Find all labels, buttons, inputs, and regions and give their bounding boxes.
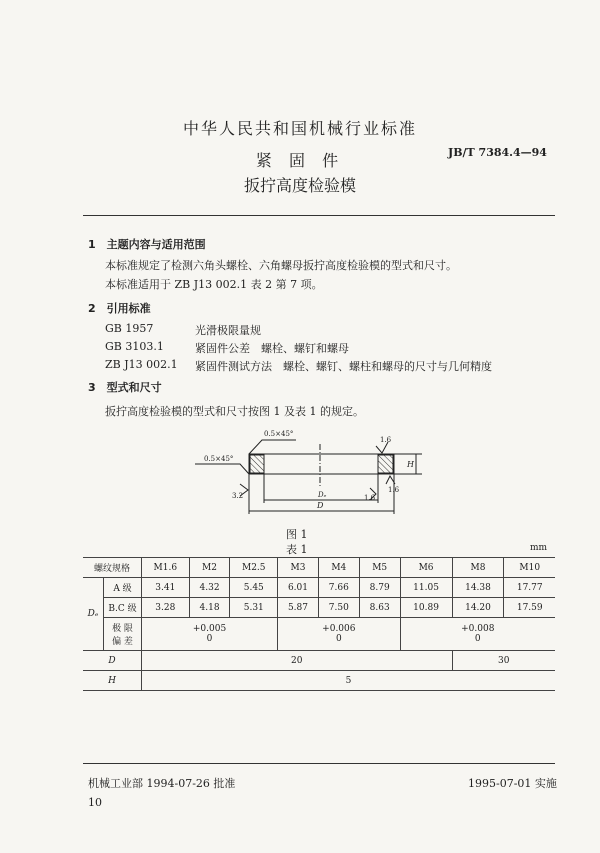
header-cell: M3 bbox=[278, 558, 319, 578]
standard-code: JB/T 7384.4—94 bbox=[448, 146, 547, 159]
table-row bbox=[83, 651, 555, 671]
cell: 5.87 bbox=[278, 598, 319, 618]
section-1-line: 本标准规定了检测六角头螺栓、六角螺母扳拧高度检验模的型式和尺寸。 bbox=[105, 259, 457, 272]
header-cell: M2 bbox=[189, 558, 230, 578]
ref-name: 光滑极限量规 bbox=[195, 324, 261, 337]
footer-divider bbox=[83, 763, 555, 764]
tolerance-cell: +0.005 0 bbox=[142, 618, 278, 651]
row-label: A 级 bbox=[104, 578, 142, 598]
header-cell: M10 bbox=[504, 558, 555, 578]
table-row bbox=[83, 598, 555, 618]
cell: 8.79 bbox=[359, 578, 400, 598]
row-label: 极 限 偏 差 bbox=[104, 618, 142, 651]
cell: 7.50 bbox=[318, 598, 359, 618]
roughness-label: 1.6 bbox=[364, 494, 376, 502]
tolerance-cell: +0.006 0 bbox=[278, 618, 401, 651]
cell: 5 bbox=[142, 671, 556, 691]
cell: 14.20 bbox=[452, 598, 504, 618]
cell: 17.59 bbox=[504, 598, 555, 618]
section-2-heading: 2 引用标准 bbox=[88, 302, 151, 315]
approval-date: 机械工业部 1994-07-26 批准 bbox=[88, 777, 236, 790]
cell: 7.66 bbox=[318, 578, 359, 598]
header-cell: M5 bbox=[359, 558, 400, 578]
row-label: B.C 级 bbox=[104, 598, 142, 618]
table-row bbox=[83, 578, 555, 598]
roughness-label: 1.6 bbox=[380, 436, 392, 444]
header-cell: M4 bbox=[318, 558, 359, 578]
header-cell: 螺纹规格 bbox=[83, 558, 142, 578]
header-divider bbox=[83, 215, 555, 216]
table-caption: 表 1 bbox=[286, 543, 308, 556]
cell: 5.45 bbox=[230, 578, 278, 598]
ref-code: GB 1957 bbox=[105, 322, 154, 335]
section-1-line: 本标准适用于 ZB J13 002.1 表 2 第 7 项。 bbox=[105, 278, 323, 291]
section-3-line: 扳拧高度检验模的型式和尺寸按图 1 及表 1 的规定。 bbox=[105, 405, 364, 418]
title-line-2: 扳拧高度检验模 bbox=[243, 176, 356, 195]
effective-date: 1995-07-01 实施 bbox=[468, 777, 557, 790]
header-cell: M1.6 bbox=[142, 558, 190, 578]
cell: 10.89 bbox=[400, 598, 452, 618]
header-cell: M8 bbox=[452, 558, 504, 578]
row-label: D bbox=[83, 651, 142, 671]
page-number: 10 bbox=[88, 796, 102, 809]
chamfer-label-1: 0.5×45° bbox=[264, 430, 294, 438]
H-label: H bbox=[407, 460, 414, 469]
unit-label: mm bbox=[530, 543, 548, 553]
cell: 20 bbox=[142, 651, 453, 671]
section-1-heading: 1 主题内容与适用范围 bbox=[88, 238, 206, 251]
ref-code: ZB J13 002.1 bbox=[105, 358, 178, 371]
table-row bbox=[83, 558, 555, 578]
cell: 30 bbox=[452, 651, 555, 671]
cell: 6.01 bbox=[278, 578, 319, 598]
cell: 4.18 bbox=[189, 598, 230, 618]
cell: 3.41 bbox=[142, 578, 190, 598]
chamfer-label-2: 0.5×45° bbox=[204, 455, 234, 463]
dimension-table bbox=[83, 557, 555, 691]
cell: 4.32 bbox=[189, 578, 230, 598]
tolerance-cell: +0.008 0 bbox=[400, 618, 555, 651]
D-label: D bbox=[317, 501, 324, 510]
roughness-label: 3.2 bbox=[232, 492, 244, 500]
cell: 14.38 bbox=[452, 578, 504, 598]
roughness-label: 1.6 bbox=[388, 486, 400, 494]
issuing-org: 中华人民共和国机械行业标准 bbox=[182, 119, 417, 138]
cell: 11.05 bbox=[400, 578, 452, 598]
ref-name: 紧固件测试方法 螺栓、螺钉、螺柱和螺母的尺寸与几何精度 bbox=[195, 360, 492, 373]
ref-code: GB 3103.1 bbox=[105, 340, 164, 353]
header-cell: M6 bbox=[400, 558, 452, 578]
section-3-heading: 3 型式和尺寸 bbox=[88, 381, 162, 394]
ref-name: 紧固件公差 螺栓、螺钉和螺母 bbox=[195, 342, 349, 355]
cell: 8.63 bbox=[359, 598, 400, 618]
De-label: Dₑ bbox=[318, 491, 327, 499]
figure-caption: 图 1 bbox=[286, 528, 308, 541]
cell: 3.28 bbox=[142, 598, 190, 618]
cell: 5.31 bbox=[230, 598, 278, 618]
title-line-1: 紧 固 件 bbox=[255, 151, 345, 170]
cell: 17.77 bbox=[504, 578, 555, 598]
row-label: H bbox=[83, 671, 142, 691]
figure-1-drawing bbox=[190, 420, 430, 520]
table-row bbox=[83, 618, 555, 651]
row-label: Dₑ bbox=[83, 578, 104, 651]
header-cell: M2.5 bbox=[230, 558, 278, 578]
table-row bbox=[83, 671, 555, 691]
